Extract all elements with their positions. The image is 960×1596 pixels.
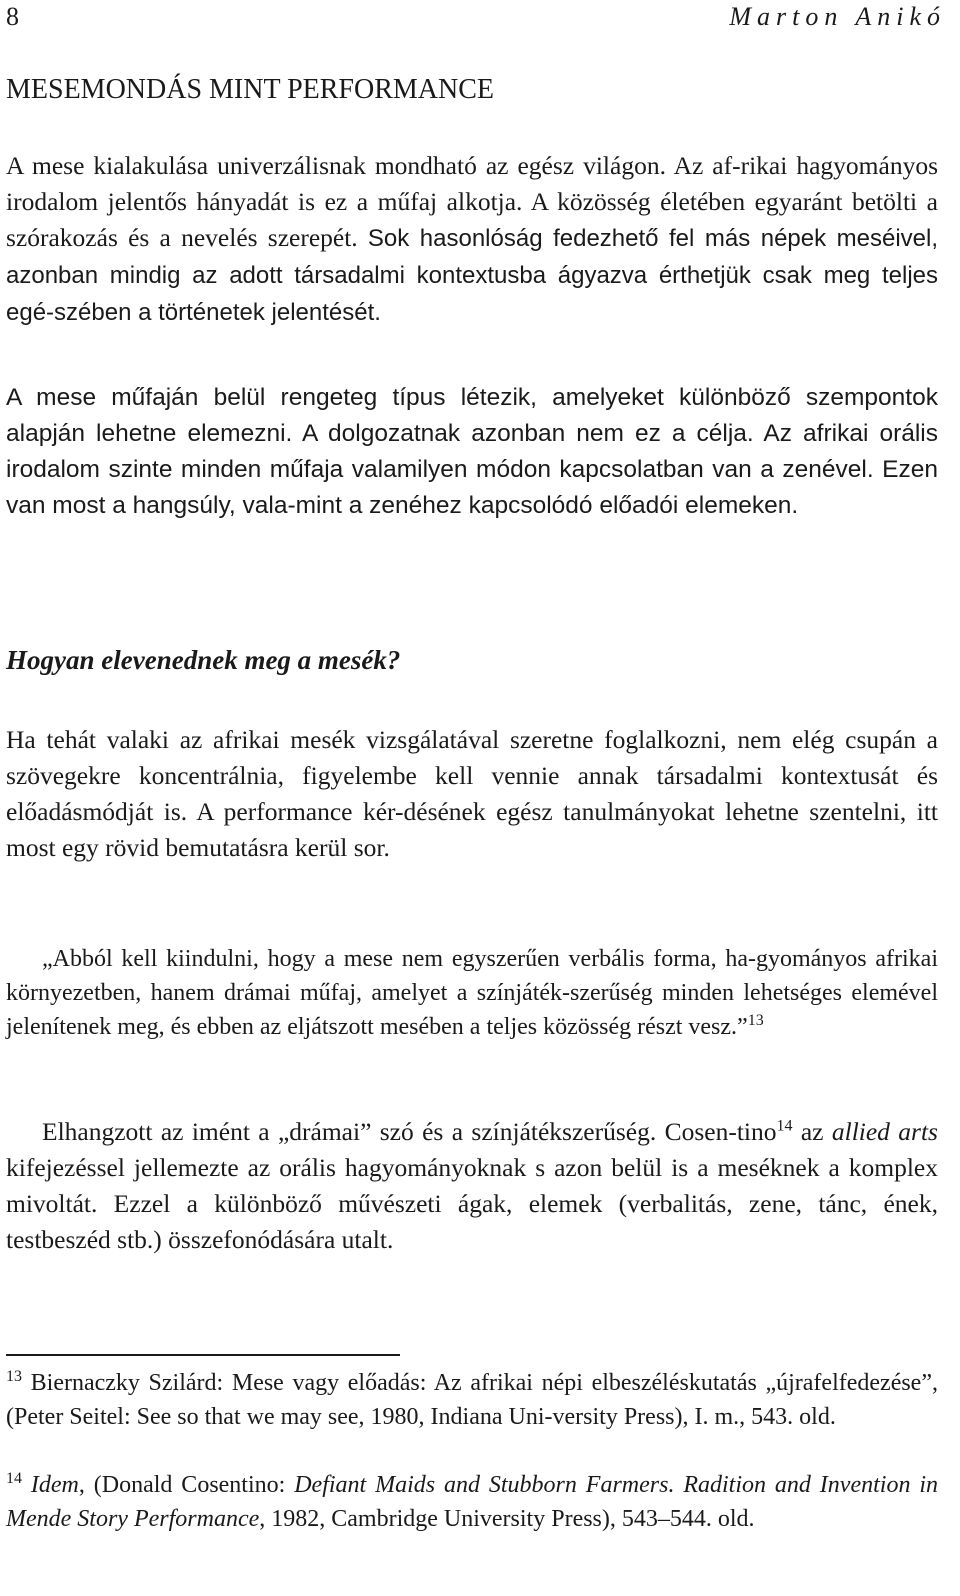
footnote-ref-14: 14 xyxy=(776,1117,793,1135)
footnote-13-text: Biernaczky Szilárd: Mese vagy előadás: Az afrikai népi elbeszéléskutatás „újrafelfedezése”, (Peter Seitel: See so that we may see, 1980, Indiana Uni-versity Press), I. m., 543. old. xyxy=(6,1370,938,1430)
section-title: MESEMONDÁS MINT PERFORMANCE xyxy=(6,74,495,105)
footnote-14 xyxy=(6,1468,938,1536)
footnote-13 xyxy=(6,1366,938,1434)
footnote-14-book-title: Defiant Maids and Stubborn Farmers. Radition and Invention in Mende Story Performance xyxy=(6,1472,938,1532)
paragraph-intro xyxy=(6,148,938,331)
paragraph-performance: Ha tehát valaki az afrikai mesék vizsgálatával szeretne foglalkozni, nem elég csupán a szövegekre koncentrálnia, figyelembe kell vennie annak társadalmi kontextusát és előadásmódját is. A performance kér-désének egész tanulmányokat lehetne szentelni, itt most egy rövid bemutatásra kerül sor. xyxy=(6,725,938,862)
footnote-13-number: 13 xyxy=(6,1368,22,1385)
paragraph-allied-arts-text-c: kifejezéssel jellemezte az orális hagyományoknak s azon belül is a meséknek a komplex mivoltát. Ezzel a különböző művészeti ágak, elemek (verbalitás, zene, tánc, ének, testbeszéd stb.) összefonódására utalt. xyxy=(6,1153,938,1254)
paragraph-allied-arts-text-a: Elhangzott az imént a „drámai” szó és a színjátékszerűség. Cosen-tino xyxy=(42,1117,777,1146)
footnote-separator xyxy=(6,1354,400,1356)
running-header-author: Marton Anikó xyxy=(729,2,946,31)
footnote-14-text-b: , 1982, Cambridge University Press), 543–544. old. xyxy=(259,1506,755,1532)
subheading: Hogyan elevenednek meg a mesék? xyxy=(6,645,401,675)
footnote-ref-13: 13 xyxy=(747,1012,764,1029)
paragraph-allied-arts xyxy=(6,1114,938,1258)
footnote-14-text-a: , (Donald Cosentino: xyxy=(78,1472,295,1498)
page-number: 8 xyxy=(6,2,19,31)
paragraph-intro-text: A mese kialakulása univerzálisnak mondható az egész világon. Az af-rikai hagyományos irodalom jelentős hányadát is ez a műfaj alkotja. A közösség életében egyaránt betölti a szórakozás és a nevelés szerepét. xyxy=(6,151,938,252)
quote-text: „Abból kell kiindulni, hogy a mese nem egyszerűen verbális forma, ha-gyományos afrikai környezetben, hanem drámai műfaj, amelyet a színjáték-szerűség minden lehetséges elemével jelenítenek meg, és ebben az eljátszott mesében a teljes közösség részt vesz.” xyxy=(6,946,938,1040)
paragraph-intro-sans-text: Sok hasonlóság fedezhető fel más népek meséivel, azonban mindig az adott társadalmi kontextusba ágyazva érthetjük csak meg teljes egé-szében a történetek jelentését. xyxy=(6,225,939,326)
block-quote xyxy=(6,942,938,1044)
footnote-14-number: 14 xyxy=(6,1470,22,1487)
paragraph-allied-arts-text-b: az xyxy=(792,1117,832,1146)
paragraph-genre: A mese műfaján belül rengeteg típus létezik, amelyeket különböző szempontok alapján lehetne elemezni. A dolgozatnak azonban nem ez a célja. Az afrikai orális irodalom szinte minden műfaja valamilyen módon kapcsolatban van a zenével. Ezen van most a hangsúly, vala-mint a zenéhez kapcsolódó előadói elemeken. xyxy=(6,384,938,519)
allied-arts-term: allied arts xyxy=(831,1117,938,1146)
footnote-14-idem: Idem xyxy=(22,1472,79,1498)
